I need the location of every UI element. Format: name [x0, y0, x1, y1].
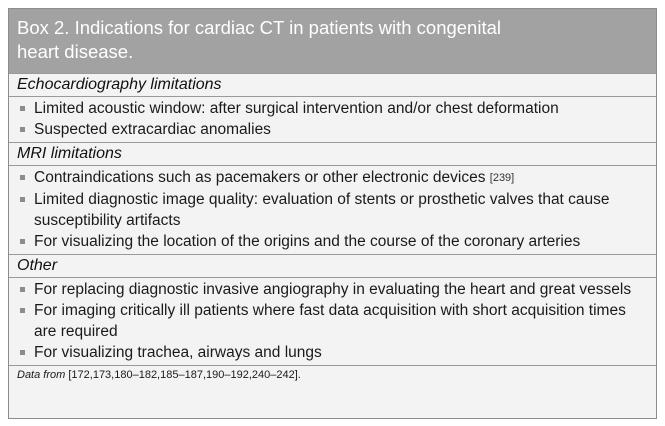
footer-label: Data from [17, 369, 66, 381]
section-title: Other [9, 255, 656, 278]
item-text: For visualizing trachea, airways and lungs [34, 344, 322, 361]
item-text: Limited diagnostic image quality: evaluation of stents or prosthetic valves that cause susceptibility artifacts [34, 191, 610, 229]
square-bullet-icon [20, 197, 25, 202]
list-item [9, 98, 656, 119]
item-text: For imaging critically ill patients where fast data acquisition with short acquisition times are required [34, 302, 626, 340]
reference-citation: [239] [489, 172, 515, 184]
list-item [9, 279, 656, 300]
square-bullet-icon [20, 287, 25, 292]
item-text: Limited acoustic window: after surgical intervention and/or chest deformation [34, 100, 559, 117]
section-echocardiography [9, 73, 656, 142]
box-header [9, 9, 656, 73]
list-item [9, 342, 656, 363]
square-bullet-icon [20, 308, 25, 313]
item-text: Contraindications such as pacemakers or other electronic devices [34, 169, 486, 186]
list-item [9, 300, 656, 342]
indications-box [8, 8, 657, 419]
item-text: For visualizing the location of the origins and the course of the coronary arteries [34, 233, 581, 250]
section-mri [9, 142, 656, 254]
box-title-line-2: heart disease. [17, 41, 134, 62]
item-text: Suspected extracardiac anomalies [34, 121, 271, 138]
list-item [9, 167, 656, 189]
list-item [9, 119, 656, 140]
item-text: For replacing diagnostic invasive angiography in evaluating the heart and great vessels [34, 281, 632, 298]
section-title: Echocardiography limitations [9, 74, 656, 97]
square-bullet-icon [20, 127, 25, 132]
square-bullet-icon [20, 106, 25, 111]
square-bullet-icon [20, 239, 25, 244]
list-item [9, 231, 656, 252]
section-title: MRI limitations [9, 143, 656, 166]
box-title-line-1: Box 2. Indications for cardiac CT in patients with congenital [17, 17, 501, 38]
square-bullet-icon [20, 175, 25, 180]
square-bullet-icon [20, 350, 25, 355]
list-item [9, 189, 656, 231]
box-footer [9, 365, 656, 384]
section-other [9, 254, 656, 365]
footer-references: [172,173,180–182,185–187,190–192,240–242]. [68, 369, 301, 381]
